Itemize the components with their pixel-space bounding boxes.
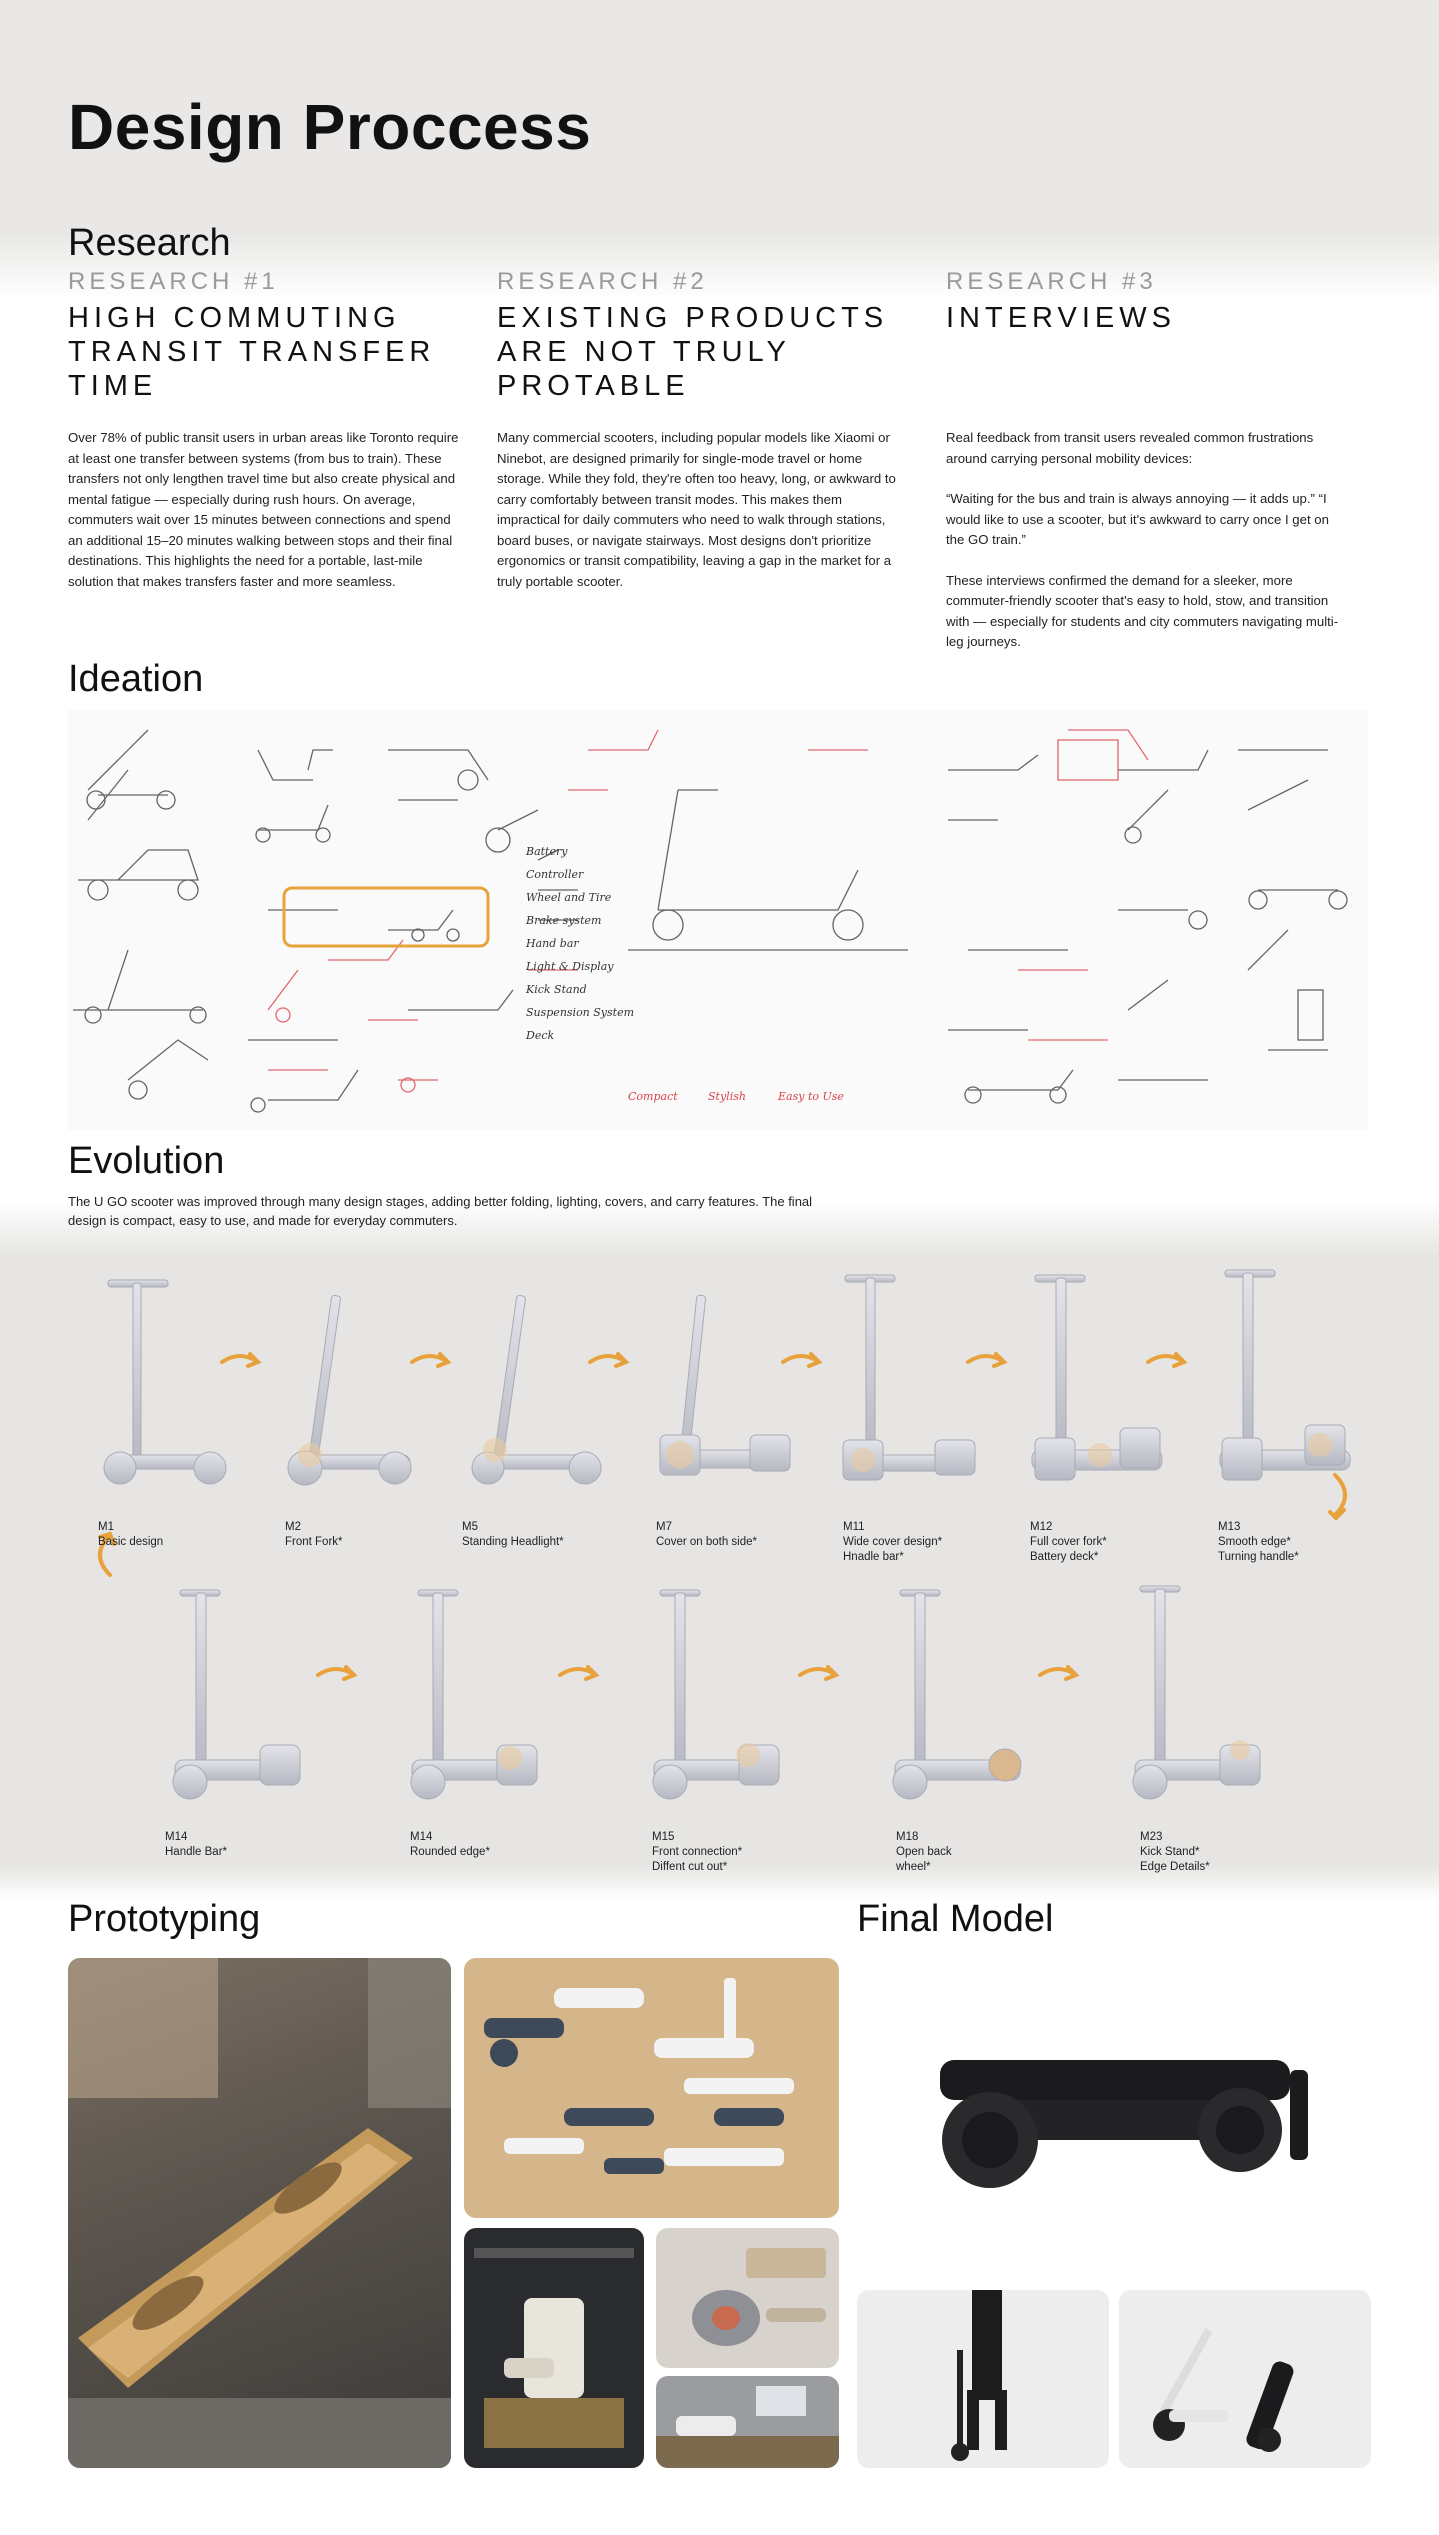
sketch-note: Compact bbox=[628, 1090, 678, 1103]
research-3-heading: INTERVIEWS bbox=[946, 302, 1176, 334]
scooter-m14-b bbox=[411, 1590, 537, 1799]
evolution-label: M12 Full cover fork* Battery deck* bbox=[1030, 1521, 1107, 1563]
evolution-label: M14 Handle Bar* bbox=[165, 1831, 228, 1858]
wheel-parts-image bbox=[656, 2228, 839, 2368]
cardboard-model-image bbox=[68, 1958, 451, 2468]
sketch-note: Hand bar bbox=[526, 937, 579, 950]
sketch-note: Kick Stand bbox=[526, 983, 587, 996]
evolution-title: Evolution bbox=[68, 1140, 225, 1182]
sketch-note: Controller bbox=[526, 868, 584, 881]
evolution-label: M1 Basic design bbox=[98, 1521, 164, 1548]
scooter-m7 bbox=[660, 1295, 790, 1475]
page-title: Design Proccess bbox=[68, 91, 592, 163]
final-model-title: Final Model bbox=[857, 1898, 1054, 1940]
evolution-intro: The U GO scooter was improved through many design stages, adding better folding, lighting, covers, and carry features. The final design is compact, easy to use, and made for everyday commuters. bbox=[68, 1194, 813, 1228]
research-2-heading: EXISTING PRODUCTS ARE NOT TRULY PROTABLE bbox=[497, 302, 889, 402]
prototyping-title: Prototyping bbox=[68, 1898, 261, 1940]
evolution-label: M13 Smooth edge* Turning handle* bbox=[1218, 1521, 1299, 1563]
prototype-photo-wheel bbox=[656, 2228, 839, 2368]
prototype-photo-workshop bbox=[656, 2376, 839, 2468]
sketch-drawings bbox=[68, 710, 1368, 1130]
research-3-number: RESEARCH #3 bbox=[946, 268, 1157, 295]
ideation-title: Ideation bbox=[68, 658, 204, 700]
research-1-number: RESEARCH #1 bbox=[68, 268, 279, 295]
sketch-note: Brake system bbox=[526, 914, 602, 927]
evolution-label: M11 Wide cover design* Hnadle bar* bbox=[843, 1521, 943, 1563]
scooter-m5 bbox=[472, 1295, 601, 1484]
research-1-heading: HIGH COMMUTING TRANSIT TRANSFER TIME bbox=[68, 302, 436, 402]
ideation-sketch-board bbox=[68, 710, 1368, 1130]
prototype-photo-cardboard bbox=[68, 1958, 451, 2468]
scooter-m18 bbox=[893, 1590, 1021, 1799]
scooter-m14-a bbox=[173, 1590, 300, 1799]
evolution-label: M14 Rounded edge* bbox=[410, 1831, 490, 1858]
sketch-note: Suspension System bbox=[526, 1006, 635, 1019]
scooter-m23 bbox=[1133, 1586, 1260, 1799]
scooter-m11 bbox=[843, 1275, 975, 1480]
final-photo-person bbox=[857, 2290, 1109, 2468]
prototype-photo-printer bbox=[464, 2228, 644, 2468]
printed-parts-image bbox=[464, 1958, 839, 2218]
person-with-scooter-image bbox=[857, 2290, 1109, 2468]
evolution-arrows-row2 bbox=[318, 1667, 1076, 1679]
evolution-label: M7 Cover on both side* bbox=[656, 1521, 758, 1548]
final-model-render bbox=[900, 2010, 1330, 2210]
evolution-label: M15 Front connection* Diffent cut out* bbox=[652, 1831, 743, 1873]
evolution-label: M23 Kick Stand* Edge Details* bbox=[1140, 1831, 1210, 1873]
sketch-note: Deck bbox=[526, 1029, 555, 1042]
sketch-note: Wheel and Tire bbox=[526, 891, 612, 904]
final-photo-scooters bbox=[1119, 2290, 1371, 2468]
scooter-pair-image bbox=[1119, 2290, 1371, 2468]
research-2-body: Many commercial scooters, including popular models like Xiaomi or Ninebot, are designed primarily for single-mode travel or home storage. While they fold, they're often too heavy, long, or awkward to carry comfortably between transit modes. This makes them impractical for daily commuters who need to walk through stations, board buses, or navigate stairways. Most designs don't prioritize ergonomics or transit compatibility, leaving a gap in the market for a truly portable scooter. bbox=[497, 430, 896, 589]
sketch-note: Easy to Use bbox=[778, 1090, 844, 1103]
research-1-body: Over 78% of public transit users in urban areas like Toronto require at least one transfer between systems (from bus to train). These transfers not only lengthen travel time but also create physical and mental fatigue — especially during rush hours. On average, commuters wait over 15 minutes between connections and spend an additional 15–20 minutes walking between stops and their final destinations. This highlights the need for a portable, last-mile solution that makes transfers faster and more seamless. bbox=[68, 430, 459, 589]
scooter-m2 bbox=[288, 1295, 411, 1485]
evolution-label: M2 Front Fork* bbox=[285, 1521, 343, 1548]
sketch-note: Battery bbox=[526, 845, 568, 858]
scooter-m1 bbox=[104, 1280, 226, 1484]
3d-printer-image bbox=[464, 2228, 644, 2468]
evolution-label: M18 Open back wheel* bbox=[896, 1831, 952, 1873]
scooter-m15 bbox=[653, 1590, 779, 1799]
workshop-image bbox=[656, 2376, 839, 2468]
research-2-number: RESEARCH #2 bbox=[497, 268, 708, 295]
research-title: Research bbox=[68, 222, 231, 264]
evolution-label: M5 Standing Headlight* bbox=[462, 1521, 564, 1548]
research-3-body: Real feedback from transit users revealed common frustrations around carrying personal mobility devices: “Waiting for the bus and train is always annoying — it adds up.” “I would like to use a scooter, but it's awkward to carry once I get on the GO train.” These interviews confirmed the demand for a sleeker, more commuter-friendly scooter that's easy to hold, stow, and transition with — especially for students and city commuters navigating multi-leg journeys. bbox=[946, 430, 1339, 649]
prototype-photo-parts bbox=[464, 1958, 839, 2218]
sketch-note: Light & Display bbox=[526, 960, 614, 973]
sketch-note: Stylish bbox=[708, 1090, 746, 1103]
scooter-m12 bbox=[1032, 1275, 1162, 1480]
scooter-m13 bbox=[1220, 1270, 1350, 1480]
